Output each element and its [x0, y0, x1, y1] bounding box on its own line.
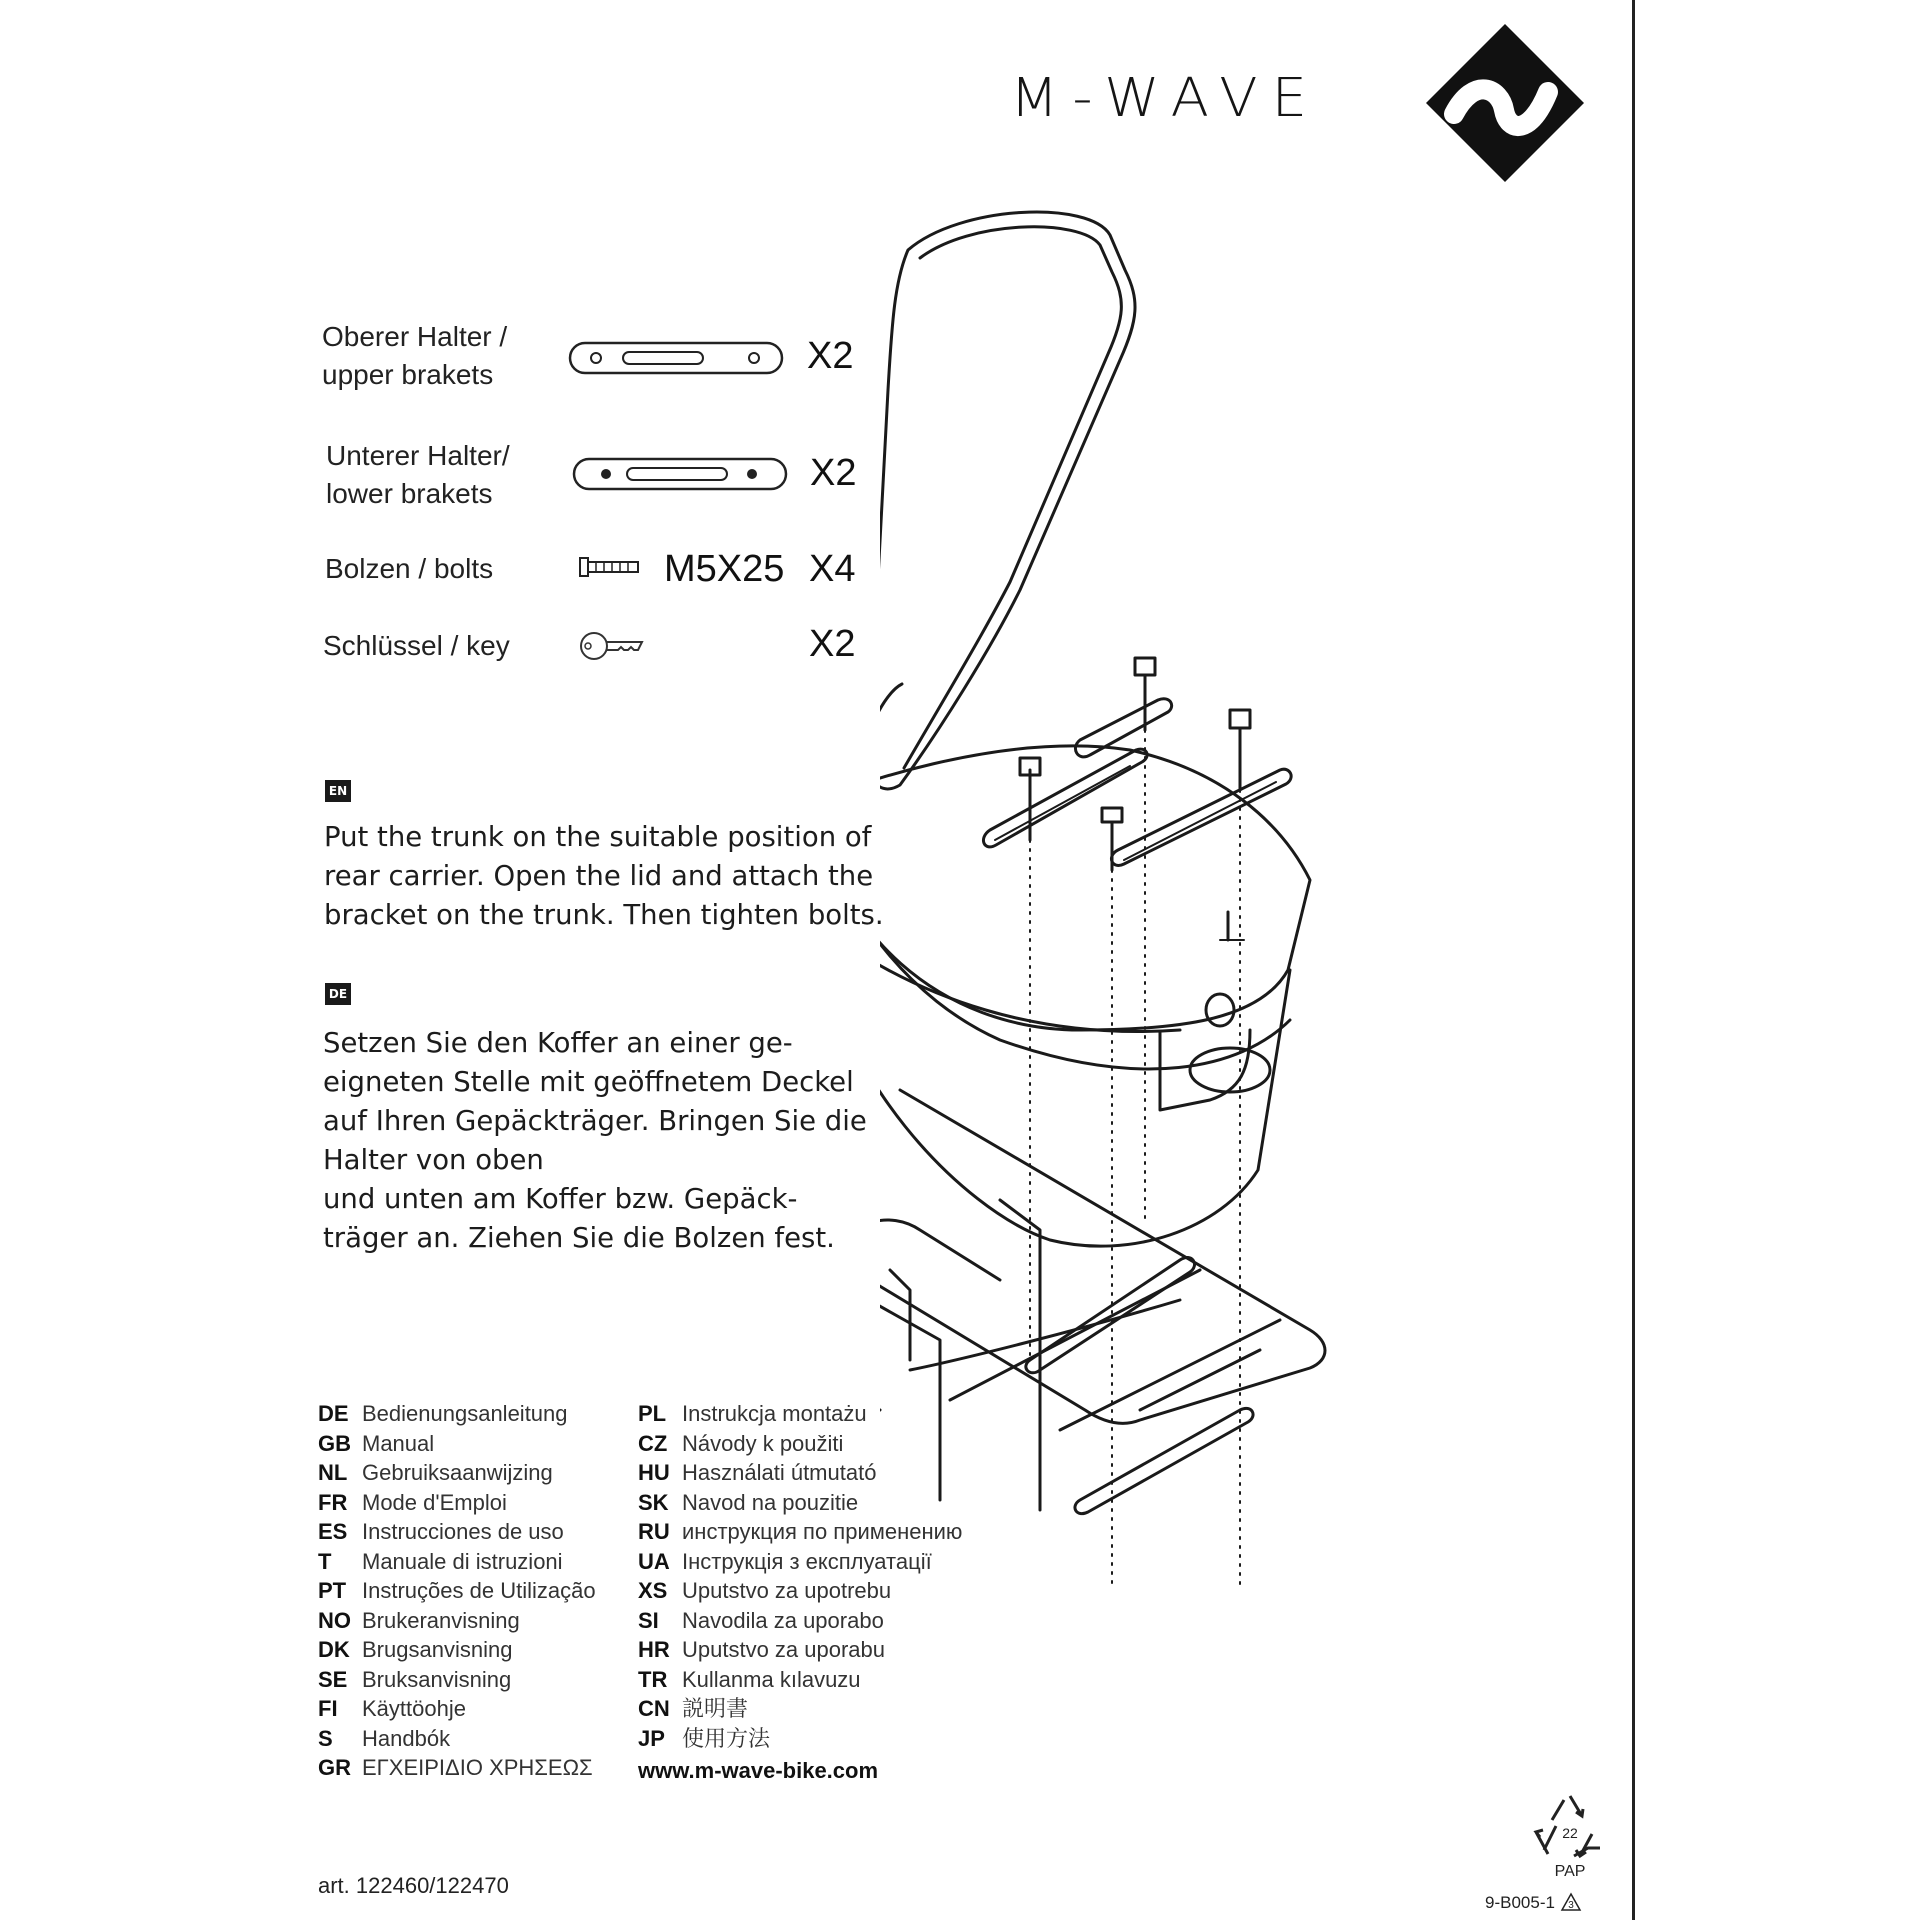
language-code: SI: [638, 1607, 659, 1633]
language-code: ES: [318, 1519, 348, 1544]
lower-bracket-icon: [572, 456, 788, 492]
language-item: [318, 1429, 596, 1459]
instruction-line: bracket on the trunk. Then tighten bolts.: [324, 899, 884, 931]
part-spec-bolts: M5X25: [664, 548, 785, 590]
language-name: ΕΓΧΕΙΡΙΔΙΟ ΧΡΗΣΕΩΣ: [362, 1755, 593, 1780]
rear-carrier: [880, 1090, 1325, 1514]
language-name: Instrukcja montażu: [682, 1401, 867, 1426]
document-code: [1485, 1892, 1582, 1913]
language-code: TR: [638, 1666, 668, 1692]
part-label-key: [323, 627, 510, 665]
language-item: [318, 1547, 596, 1577]
part-label-bolts: [325, 550, 493, 588]
language-name: Bedienungsanleitung: [362, 1401, 568, 1426]
language-name: Kullanma kılavuzu: [682, 1666, 861, 1692]
recycle-material: PAP: [1554, 1863, 1586, 1880]
language-name: Handbók: [362, 1725, 451, 1751]
language-code: T: [318, 1548, 332, 1574]
revision-triangle-icon: [1560, 1892, 1582, 1912]
page-edge-divider: [1632, 0, 1635, 1920]
language-code: SE: [318, 1666, 348, 1692]
language-item: [318, 1635, 596, 1665]
instruction-line: Setzen Sie den Koffer an einer ge-: [323, 1027, 793, 1059]
language-name: Käyttöohje: [362, 1696, 466, 1721]
language-item: [318, 1753, 596, 1783]
language-name: Uputstvo za uporabu: [682, 1637, 886, 1662]
recycle-number: 22: [1562, 1825, 1578, 1841]
language-item: [638, 1724, 962, 1754]
language-name: Brugsanvisning: [362, 1637, 513, 1662]
language-code: HU: [638, 1460, 670, 1485]
language-code: SK: [638, 1489, 669, 1515]
language-item: [318, 1399, 596, 1429]
language-badge-de: DE: [325, 983, 351, 1005]
website-link[interactable]: www.m-wave-bike.com: [638, 1758, 879, 1783]
language-name: Brukeranvisning: [362, 1607, 520, 1633]
language-code: HR: [638, 1637, 670, 1662]
language-name: Gebruiksaanwijzing: [362, 1460, 553, 1485]
language-name: Navod na pouzitie: [682, 1489, 859, 1515]
instruction-line: und unten am Koffer bzw. Gepäck-: [323, 1183, 798, 1215]
part-label-upper: [322, 318, 507, 394]
trunk-lid: [880, 212, 1135, 789]
instruction-line: Put the trunk on the suitable position of: [324, 821, 872, 853]
part-label-line: upper brakets: [322, 359, 494, 390]
language-name: Navodila za uporabo: [682, 1607, 884, 1633]
language-name: Manuale di istruzioni: [362, 1548, 563, 1574]
language-code: JP: [638, 1725, 665, 1751]
m-wave-diamond-icon: [1420, 18, 1590, 188]
language-code: FI: [318, 1696, 338, 1721]
recycle-icon: [1530, 1790, 1610, 1880]
language-name: Használati útmutató: [682, 1460, 877, 1485]
language-name: инструкция по применению: [682, 1519, 963, 1544]
language-code: XS: [638, 1578, 668, 1603]
instruction-line: Halter von oben: [323, 1144, 544, 1176]
upper-bracket-icon: [568, 340, 784, 376]
language-name: Instrucciones de uso: [362, 1519, 564, 1544]
language-item: [318, 1488, 596, 1518]
part-qty-bolts: X4: [809, 548, 856, 590]
part-label-line: Oberer Halter /: [322, 321, 508, 352]
language-code: NL: [318, 1460, 348, 1485]
instruction-line: rear carrier. Open the lid and attach the: [324, 860, 874, 892]
language-name: Manual: [362, 1430, 435, 1456]
language-name: Bruksanvisning: [362, 1666, 512, 1692]
part-label-line: Schlüssel / key: [323, 630, 510, 661]
language-code: GB: [318, 1430, 351, 1456]
instruction-line: auf Ihren Gepäckträger. Bringen Sie die: [323, 1105, 867, 1137]
language-code: RU: [638, 1519, 670, 1544]
instruction-line: träger an. Ziehen Sie die Bolzen fest.: [323, 1222, 835, 1254]
language-code: S: [318, 1725, 333, 1751]
language-code: CZ: [638, 1430, 668, 1456]
language-name: Інструкція з експлуатації: [682, 1548, 932, 1574]
part-qty-lower: X2: [810, 452, 857, 494]
language-name: Návody k použiti: [682, 1430, 844, 1456]
part-qty-key: X2: [809, 623, 856, 665]
part-label-lower: [326, 437, 510, 513]
language-item: [318, 1724, 596, 1754]
language-item: [638, 1635, 962, 1665]
revision-number: 3: [1567, 1900, 1574, 1911]
trunk-body: [880, 746, 1310, 1246]
brand-wordmark: M-WAVE: [1010, 67, 1321, 130]
language-code: NO: [318, 1607, 351, 1633]
document-code-text: 9-B005-1: [1485, 1893, 1555, 1912]
trunk-assembly-illustration: [880, 210, 1600, 1630]
language-item: [318, 1606, 596, 1636]
language-item: [318, 1458, 596, 1488]
language-item: [318, 1517, 596, 1547]
instructions-en: [324, 818, 884, 935]
brand-logo: [1010, 18, 1590, 188]
instructions-de: [323, 1024, 867, 1258]
language-code: UA: [638, 1548, 670, 1574]
language-name: 使用方法: [682, 1725, 771, 1751]
part-label-line: lower brakets: [326, 478, 493, 509]
instruction-line: eigneten Stelle mit geöffnetem Deckel: [323, 1066, 854, 1098]
language-item: [318, 1576, 596, 1606]
language-name: Mode d'Emploi: [362, 1489, 507, 1515]
key-icon: [578, 628, 646, 664]
language-item: [638, 1665, 962, 1695]
language-item: [638, 1694, 962, 1724]
language-list-left: [318, 1399, 596, 1783]
language-badge-en: EN: [325, 780, 351, 802]
language-name: Instruções de Utilização: [362, 1578, 596, 1603]
language-code: PL: [638, 1401, 667, 1426]
bolt-icon: [578, 555, 642, 579]
language-name: 説明書: [682, 1696, 749, 1721]
bolts: [1020, 658, 1250, 940]
language-item: [318, 1694, 596, 1724]
language-code: DK: [318, 1637, 350, 1662]
part-qty-upper: X2: [807, 335, 854, 377]
language-code: FR: [318, 1489, 348, 1515]
language-item: [318, 1665, 596, 1695]
language-code: PT: [318, 1578, 347, 1603]
article-number: art. 122460/122470: [318, 1873, 509, 1898]
language-code: CN: [638, 1696, 670, 1721]
part-label-line: Bolzen / bolts: [325, 553, 494, 584]
part-label-line: Unterer Halter/: [326, 440, 510, 471]
language-code: GR: [318, 1755, 351, 1780]
language-name: Uputstvo za upotrebu: [682, 1578, 892, 1603]
language-code: DE: [318, 1401, 349, 1426]
